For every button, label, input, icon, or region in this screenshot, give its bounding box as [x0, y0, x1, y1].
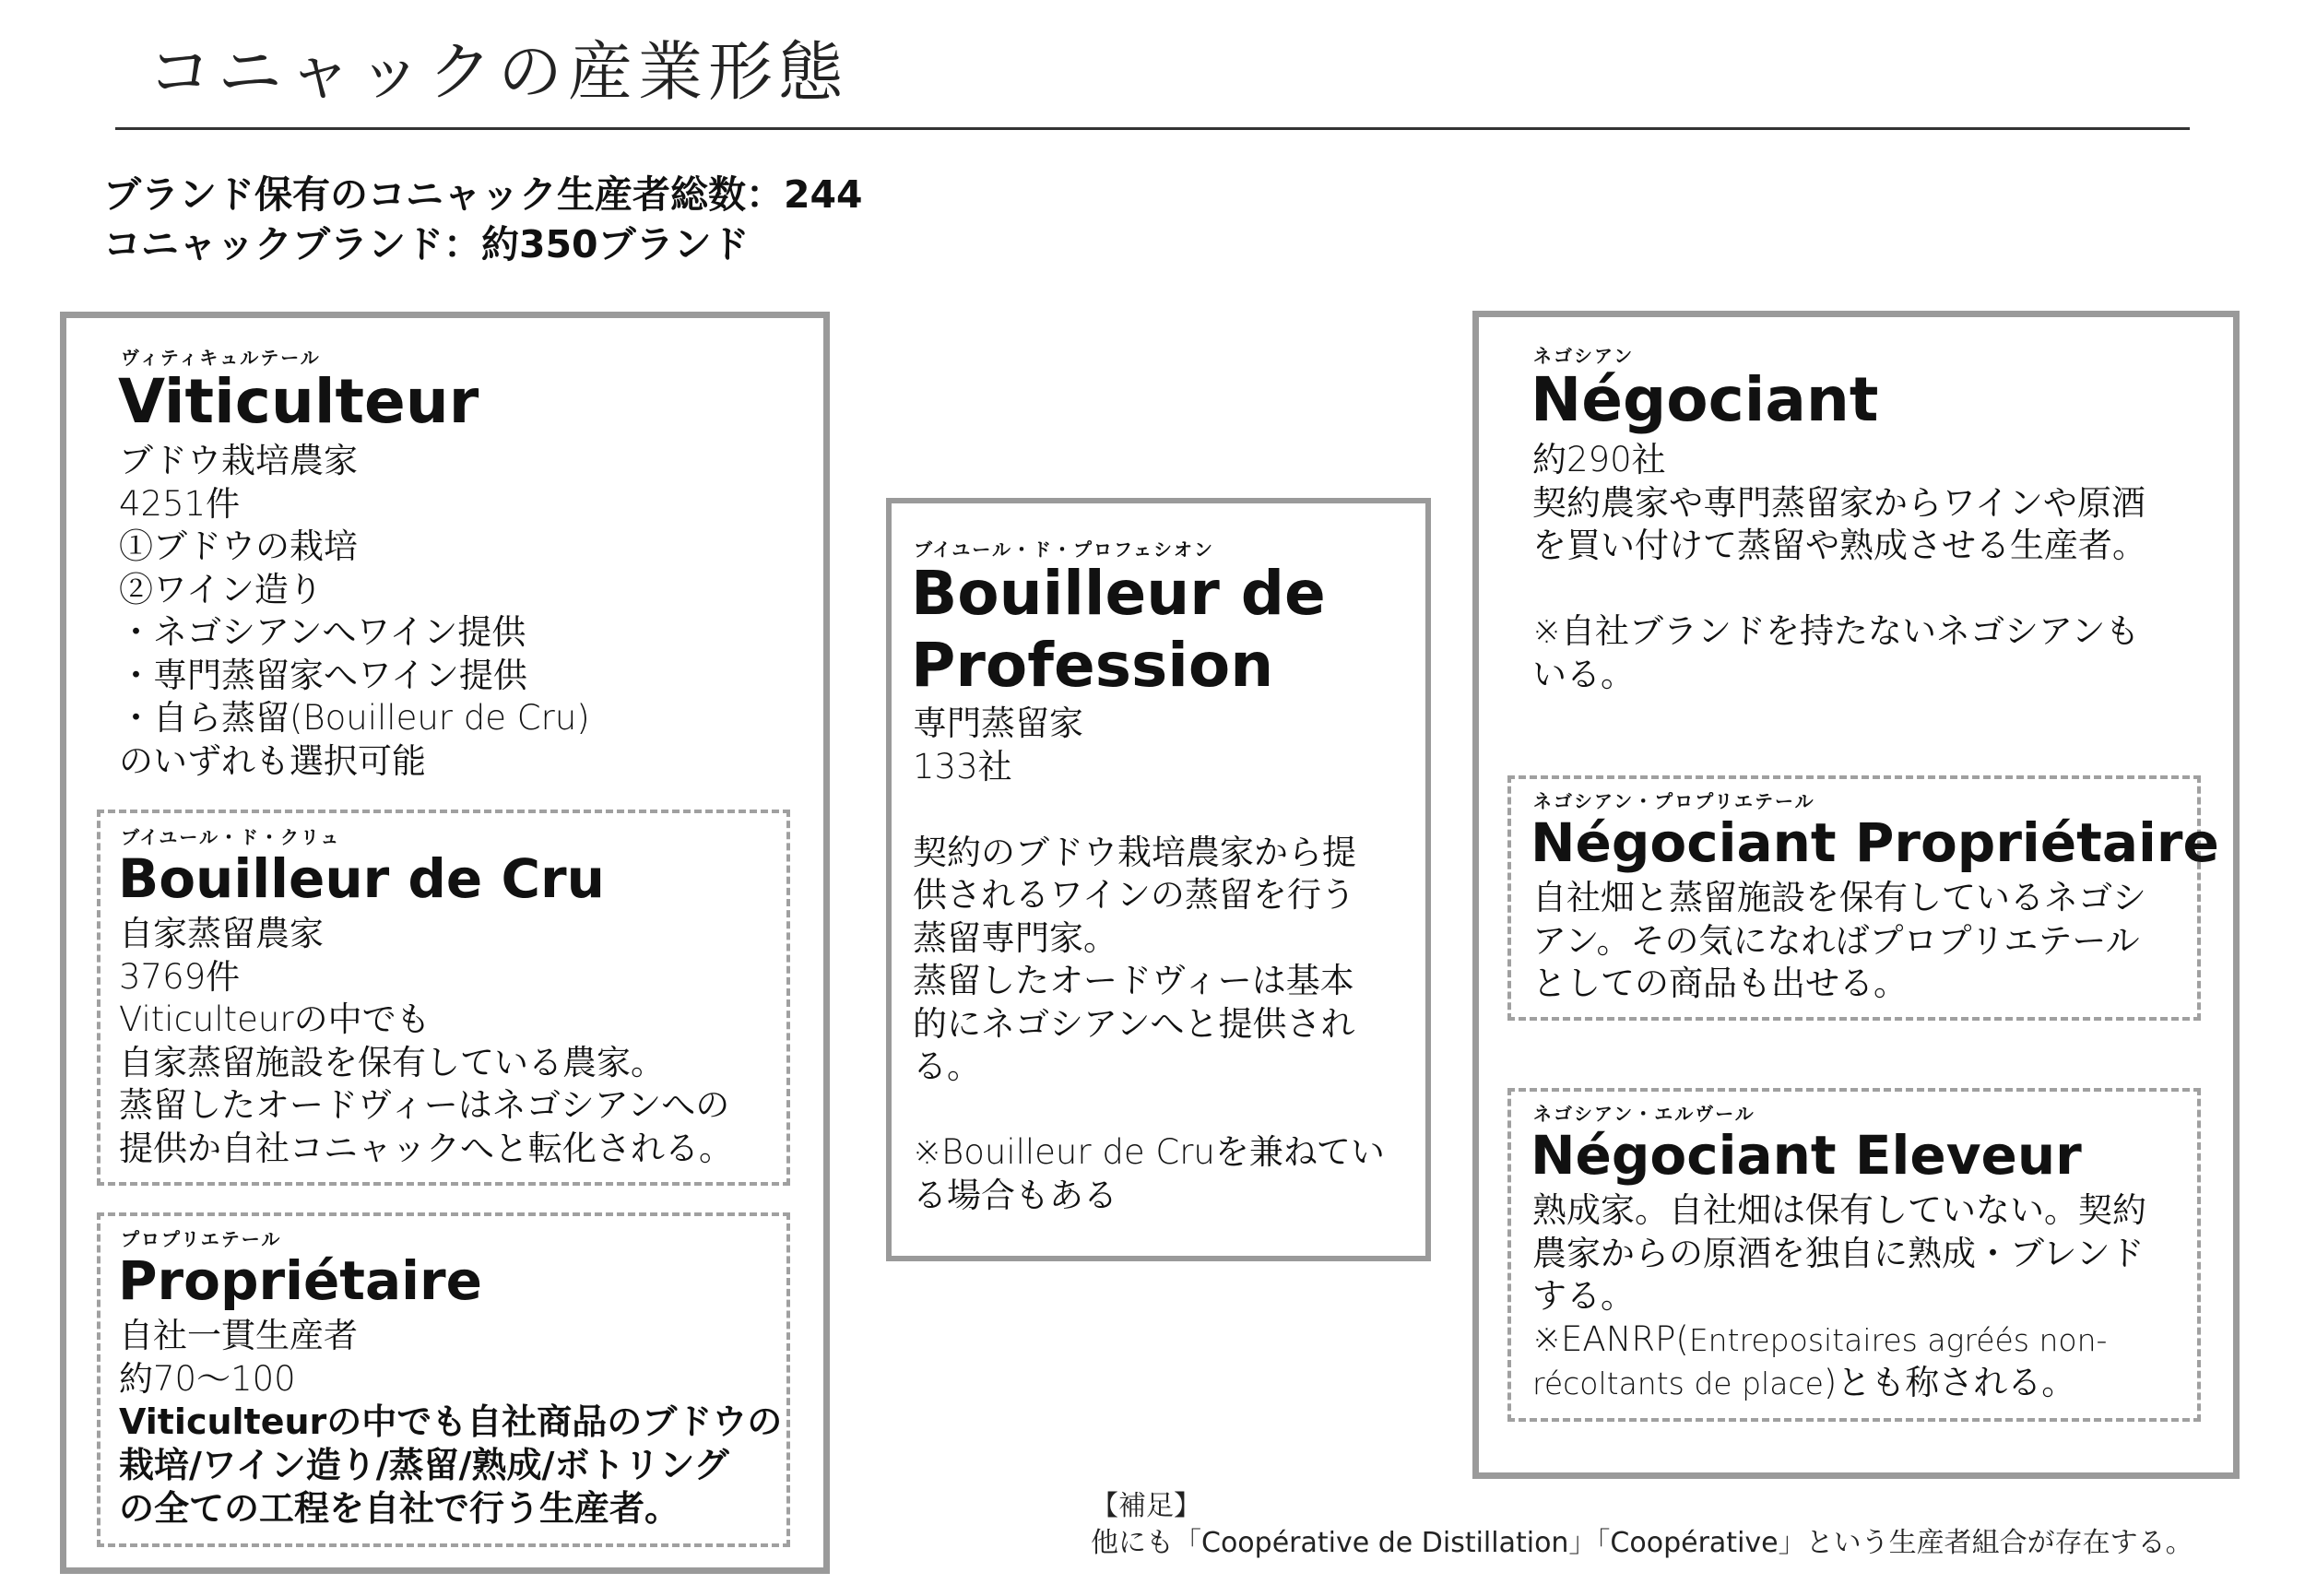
- negociant-proprietaire-line: 自社畑と蒸留施設を保有しているネゴシ: [1532, 878, 2146, 917]
- negociant-proprietaire-ruby: ネゴシアン・プロプリエテール: [1533, 790, 1815, 812]
- bouilleur-de-profession-line: 的にネゴシアンへと提供され: [913, 1003, 1355, 1044]
- negociant-line: を買い付けて蒸留や熟成させる生産者。: [1532, 526, 2146, 565]
- bouilleur-de-profession-heading-line1: Bouilleur de: [911, 558, 1326, 629]
- negociant-eleveur-heading: Négociant Eleveur: [1531, 1124, 2082, 1187]
- proprietaire-heading: Propriétaire: [118, 1249, 482, 1312]
- summary: [103, 170, 863, 269]
- negociant-line: 契約農家や専門蒸留家からワインや原酒: [1532, 482, 2145, 523]
- negociant-line: [1532, 568, 2146, 611]
- proprietaire-ruby: プロプリエテール: [121, 1228, 282, 1250]
- negociant-eleveur-line: する。: [1532, 1276, 1635, 1316]
- bouilleur-de-profession-description: [913, 703, 1385, 1217]
- bouilleur-de-cru-line: 3769件: [119, 956, 241, 997]
- viticulteur-line: ブドウ栽培農家: [119, 441, 358, 480]
- supplement-text: 他にも「Coopérative de Distillation」「Coopérative」という生産者組合が存在する。: [1091, 1527, 2193, 1559]
- viticulteur-line: ・専門蒸留家へワイン提供: [119, 655, 527, 695]
- bouilleur-de-profession-line: 133社: [913, 746, 1012, 786]
- negociant-proprietaire-description: [1532, 877, 2146, 1006]
- bouilleur-de-profession-ruby: ブイユール・ド・プロフェシオン: [914, 538, 1214, 561]
- proprietaire-line: 自社一貫生産者: [119, 1316, 358, 1355]
- proprietaire-bold-line: 栽培/ワイン造り/蒸留/熟成/ボトリング: [119, 1445, 729, 1485]
- negociant-line: ※自社ブランドを持たないネゴシアンも: [1532, 611, 2140, 651]
- proprietaire-bold-line: の全ての工程を自社で行う生産者。: [119, 1488, 680, 1529]
- negociant-description: [1532, 439, 2146, 696]
- proprietaire-bold-line: Viticulteurの中でも自社商品のブドウの: [119, 1401, 783, 1442]
- summary-brand-count: コニャックブランド：約350ブランド: [103, 222, 750, 266]
- page-title: コニャックの産業形態: [148, 34, 848, 110]
- eanrp-suffix: )とも称される。: [1823, 1363, 2076, 1402]
- viticulteur-line: ・自ら蒸留(Bouilleur de Cru): [119, 698, 590, 738]
- negociant-proprietaire-heading: Négociant Propriétaire: [1531, 811, 2219, 874]
- eanrp-line-2: [1532, 1362, 2146, 1406]
- negociant-proprietaire-line: アン。その気になればプロプリエテール: [1532, 920, 2140, 961]
- bouilleur-de-profession-line: 契約のブドウ栽培農家から提: [913, 832, 1356, 872]
- viticulteur-line: ①ブドウの栽培: [119, 526, 358, 566]
- supplement-heading: 【補足】: [1091, 1490, 1201, 1522]
- negociant-heading: Négociant: [1531, 364, 1879, 435]
- negociant-eleveur-ruby: ネゴシアン・エルヴール: [1533, 1103, 1755, 1125]
- bouilleur-de-profession-line: 蒸留専門家。: [913, 917, 1117, 958]
- bouilleur-de-profession-heading-line2: Profession: [911, 630, 1274, 701]
- negociant-eleveur-line: 熟成家。自社畑は保有していない。契約: [1532, 1190, 2146, 1230]
- bouilleur-de-cru-line: 蒸留したオードヴィーはネゴシアンへの: [119, 1085, 730, 1125]
- summary-producer-count: ブランド保有のコニャック生産者総数：244: [103, 172, 863, 217]
- bouilleur-de-profession-line: 専門蒸留家: [913, 703, 1083, 743]
- bouilleur-de-profession-line: 供されるワインの蒸留を行う: [913, 875, 1355, 915]
- viticulteur-line: ・ネゴシアンへワイン提供: [119, 612, 526, 652]
- viticulteur-line: ②ワイン造り: [119, 569, 323, 609]
- viticulteur-line: 4251件: [119, 483, 241, 524]
- proprietaire-description: [119, 1315, 782, 1531]
- bouilleur-de-profession-line: [913, 788, 1385, 832]
- eanrp-latin-1: Entrepositaires agréés non-: [1688, 1321, 2108, 1358]
- viticulteur-line: のいずれも選択可能: [119, 740, 426, 781]
- bouilleur-de-cru-description: [119, 913, 733, 1170]
- negociant-line: いる。: [1532, 654, 1635, 694]
- bouilleur-de-profession-line: ※Bouilleur de Cruを兼ねてい: [913, 1132, 1385, 1172]
- bouilleur-de-cru-line: 自家蒸留農家: [119, 914, 324, 953]
- negociant-eleveur-description: [1532, 1189, 2146, 1406]
- eanrp-latin-2: récoltants de place: [1532, 1365, 1824, 1401]
- bouilleur-de-cru-ruby: ブイユール・ド・クリュ: [121, 826, 341, 848]
- bouilleur-de-profession-line: る場合もある: [913, 1175, 1117, 1215]
- negociant-proprietaire-line: としての商品も出せる。: [1532, 964, 1908, 1003]
- negociant-line: 約290社: [1532, 440, 1666, 479]
- bouilleur-de-cru-line: 提供か自社コニャックへと転化される。: [119, 1128, 733, 1168]
- bouilleur-de-cru-heading: Bouilleur de Cru: [118, 847, 605, 910]
- bouilleur-de-cru-line: Viticulteurの中でも: [119, 999, 431, 1039]
- negociant-eleveur-line: 農家からの原酒を独自に熟成・ブレンド: [1532, 1233, 2145, 1273]
- bouilleur-de-profession-line: 蒸留したオードヴィーは基本: [913, 961, 1354, 1000]
- viticulteur-ruby: ヴィティキュルテール: [121, 347, 321, 369]
- viticulteur-description: [119, 440, 590, 783]
- negociant-ruby: ネゴシアン: [1533, 345, 1635, 367]
- eanrp-line-1: [1532, 1318, 2146, 1363]
- bouilleur-de-profession-line: [913, 1089, 1385, 1132]
- viticulteur-heading: Viticulteur: [118, 366, 479, 437]
- proprietaire-line: 約70～100: [119, 1358, 296, 1399]
- title-underline: [115, 127, 2190, 130]
- bouilleur-de-cru-line: 自家蒸留施設を保有している農家。: [119, 1042, 665, 1082]
- bouilleur-de-profession-line: る。: [913, 1046, 981, 1086]
- eanrp-prefix: ※EANRP(: [1532, 1318, 1689, 1359]
